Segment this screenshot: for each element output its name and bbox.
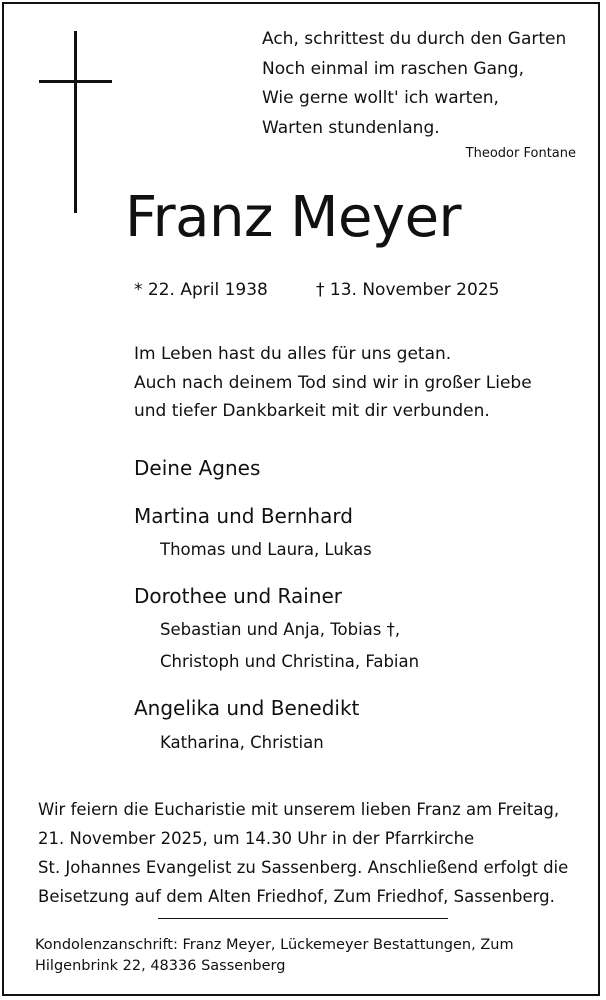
family-group-3-children: Katharina, Christian	[160, 733, 324, 752]
divider	[158, 918, 448, 919]
service-line: 21. November 2025, um 14.30 Uhr in der Pfarrkirche	[38, 829, 475, 848]
deceased-name: Franz Meyer	[125, 185, 462, 250]
cross-icon	[74, 31, 77, 213]
verse-line: und tiefer Dankbarkeit mit dir verbunden.	[134, 401, 490, 421]
family-spouse: Deine Agnes	[134, 456, 261, 480]
cross-icon-bar	[39, 80, 112, 83]
family-group-2: Dorothee und Rainer	[134, 584, 343, 608]
poem-author: Theodor Fontane	[465, 146, 576, 161]
family-group-2-children: Christoph und Christina, Fabian	[160, 652, 420, 671]
poem-line: Warten stundenlang.	[262, 117, 440, 138]
address-line: Hilgenbrink 22, 48336 Sassenberg	[35, 958, 286, 974]
birth-date: * 22. April 1938	[134, 280, 268, 300]
service-line: Wir feiern die Eucharistie mit unserem lieben Franz am Freitag,	[38, 800, 560, 819]
poem-line: Wie gerne wollt' ich warten,	[262, 88, 499, 108]
service-line: St. Johannes Evangelist zu Sassenberg. Anschließend erfolgt die	[38, 858, 569, 877]
poem-line: Noch einmal im raschen Gang,	[262, 58, 524, 79]
poem-line: Ach, schrittest du durch den Garten	[262, 29, 567, 49]
death-date: † 13. November 2025	[316, 280, 500, 300]
family-group-3: Angelika und Benedikt	[134, 696, 360, 720]
memorial-verse	[134, 340, 532, 426]
family-group-2-children: Sebastian und Anja, Tobias †,	[160, 620, 401, 639]
poem	[262, 25, 566, 143]
service-info	[38, 795, 568, 911]
address-line: Kondolenzanschrift: Franz Meyer, Lückemeyer Bestattungen, Zum	[35, 937, 514, 953]
verse-line: Im Leben hast du alles für uns getan.	[134, 344, 452, 364]
family-group-1: Martina und Bernhard	[134, 504, 353, 528]
service-line: Beisetzung auf dem Alten Friedhof, Zum Friedhof, Sassenberg.	[38, 887, 555, 906]
family-group-1-children: Thomas und Laura, Lukas	[160, 540, 372, 559]
verse-line: Auch nach deinem Tod sind wir in großer Liebe	[134, 372, 532, 393]
condolence-address	[35, 935, 514, 977]
